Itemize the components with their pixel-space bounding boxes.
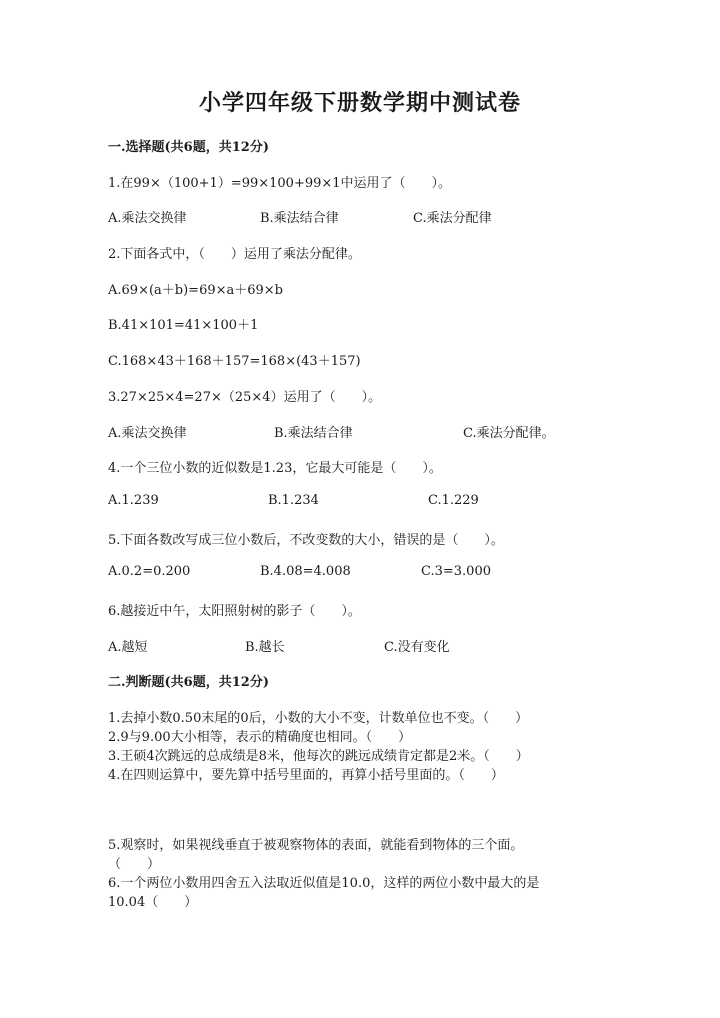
option-c: C.乘法分配律 [413,211,492,226]
option-b: B.1.234 [268,493,319,508]
option-b: B.41×101=41×100＋1 [108,318,259,333]
option-c: C.3=3.000 [421,564,491,579]
option-a: A.0.2=0.200 [108,564,191,579]
question-stem: 6.越接近中午，太阳照射树的影子（ ）。 [108,604,361,619]
judgement-item: 6.一个两位小数用四舍五入法取近似值是10.0，这样的两位小数中最大的是 [108,876,540,891]
judgement-item: 5.观察时，如果视线垂直于被观察物体的表面，就能看到物体的三个面。 [108,838,524,853]
judgement-item: 4.在四则运算中，要先算中括号里面的，再算小括号里面的。（ ） [108,768,504,783]
option-a: A.越短 [108,640,148,655]
judgement-item: 3.王硕4次跳远的总成绩是8米，他每次的跳远成绩肯定都是2米。（ ） [108,749,529,764]
option-a: A.乘法交换律 [108,426,187,441]
option-c: C.乘法分配律。 [463,426,555,441]
question-stem: 4.一个三位小数的近似数是1.23，它最大可能是（ ）。 [108,461,442,476]
section-heading-judgement: 二.判断题(共6题，共12分) [108,675,269,690]
question-stem: 2.下面各式中，（ ）运用了乘法分配律。 [108,247,361,262]
option-c: C.没有变化 [384,640,450,655]
judgement-item-continuation: （ ） [108,857,161,872]
judgement-item: 2.9与9.00大小相等，表示的精确度也相同。（ ） [108,730,412,745]
question-stem: 1.在99×（100+1）=99×100+99×1中运用了（ ）。 [108,176,452,191]
option-a: A.1.239 [108,493,159,508]
judgement-item-continuation: 10.04（ ） [108,895,198,910]
question-stem: 5.下面各数改写成三位小数后，不改变数的大小，错误的是（ ）。 [108,533,504,548]
page-title: 小学四年级下册数学期中测试卷 [198,90,521,116]
judgement-item: 1.去掉小数0.50末尾的0后，小数的大小不变，计数单位也不变。（ ） [108,711,529,726]
option-c: C.168×43＋168＋157=168×(43＋157) [108,354,361,369]
option-a: A.69×(a＋b)=69×a＋69×b [108,283,284,298]
option-b: B.乘法结合律 [260,211,339,226]
option-b: B.乘法结合律 [274,426,353,441]
option-b: B.越长 [245,640,285,655]
option-b: B.4.08=4.008 [260,564,351,579]
option-c: C.1.229 [428,493,479,508]
question-stem: 3.27×25×4=27×（25×4）运用了（ ）。 [108,390,382,405]
section-heading-choice: 一.选择题(共6题，共12分) [108,140,269,155]
option-a: A.乘法交换律 [108,211,187,226]
